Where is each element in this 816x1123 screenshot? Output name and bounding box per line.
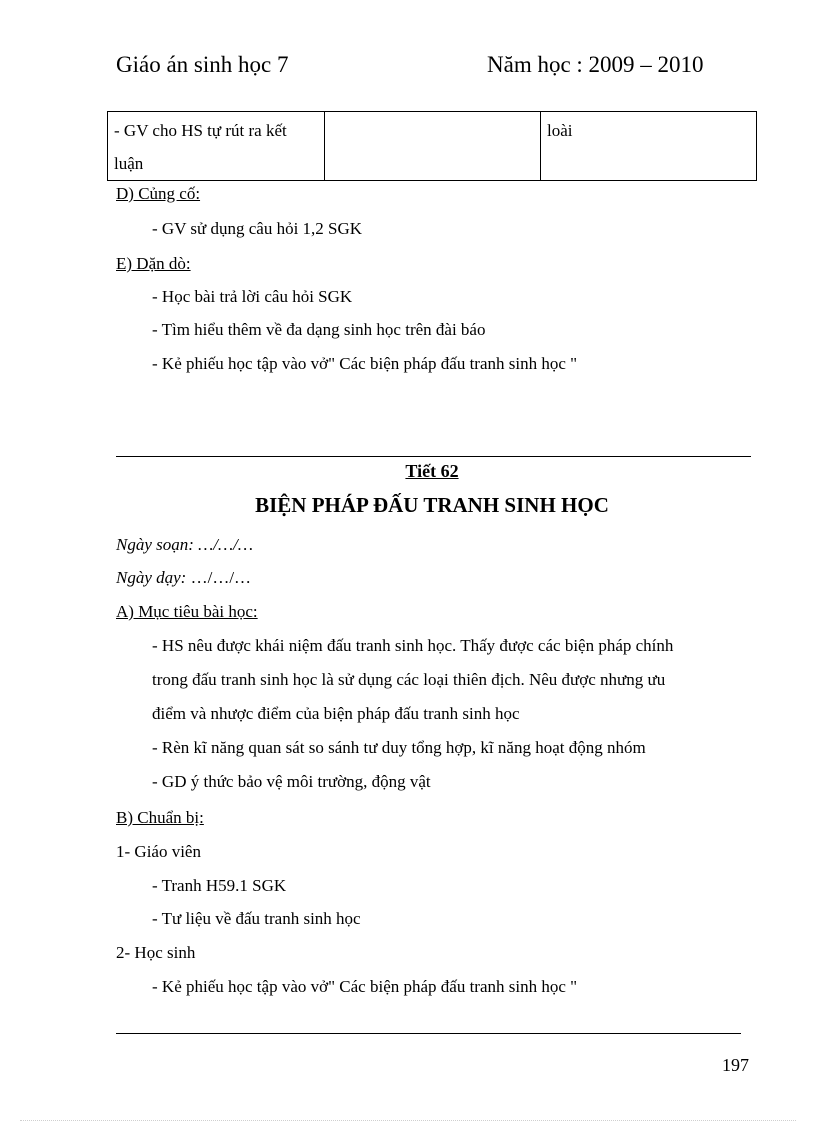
objective-line: - Rèn kĩ năng quan sát so sánh tư duy tổng hợp, kĩ năng hoạt động nhóm — [152, 738, 646, 757]
table-cell-student-activity — [325, 112, 541, 181]
header-school-year: Năm học : 2009 – 2010 — [487, 52, 704, 77]
objective-line: điểm và nhược điểm của biện pháp đấu tranh sinh học — [152, 704, 520, 723]
section-e-item: - Tìm hiểu thêm về đa dạng sinh học trên đài báo — [152, 320, 486, 339]
section-b-heading: B) Chuẩn bị: — [116, 808, 204, 827]
section-divider — [116, 456, 751, 457]
lesson-number: Tiết 62 — [405, 461, 459, 481]
header-subject: Giáo án sinh học 7 — [116, 52, 289, 77]
student-label: 2- Học sinh — [116, 943, 196, 962]
page-number: 197 — [722, 1055, 749, 1075]
student-item: - Kẻ phiếu học tập vào vở" Các biện pháp đấu tranh sinh học " — [152, 977, 578, 996]
prep-date: Ngày soạn: …/…/… — [116, 535, 253, 554]
objective-line: trong đấu tranh sinh học là sử dụng các loại thiên địch. Nêu được nhưng ưu — [152, 670, 666, 689]
teach-date — [116, 568, 251, 588]
section-a-heading: A) Mục tiêu bài học: — [116, 602, 258, 621]
table-cell-content: loài — [541, 112, 757, 181]
teacher-item: - Tư liệu về đấu tranh sinh học — [152, 909, 361, 928]
page-edge — [20, 1120, 796, 1121]
section-e-item: - Kẻ phiếu học tập vào vở" Các biện pháp đấu tranh sinh học " — [152, 354, 578, 373]
objective-line: - HS nêu được khái niệm đấu tranh sinh học. Thấy được các biện pháp chính — [152, 636, 674, 655]
section-d-item: - GV sử dụng câu hỏi 1,2 SGK — [152, 219, 363, 238]
activity-table-continuation — [107, 111, 757, 181]
objective-line: - GD ý thức bảo vệ môi trường, động vật — [152, 772, 431, 791]
table-row — [108, 112, 757, 181]
lesson-title: BIỆN PHÁP ĐẤU TRANH SINH HỌC — [255, 493, 609, 517]
section-d-heading: D) Củng cố: — [116, 184, 201, 203]
teach-date-value: …/…/… — [190, 568, 252, 587]
footer-divider — [116, 1033, 741, 1034]
section-e-item: - Học bài trả lời câu hỏi SGK — [152, 287, 353, 306]
teacher-item: - Tranh H59.1 SGK — [152, 876, 287, 895]
teacher-label: 1- Giáo viên — [116, 842, 201, 861]
table-cell-teacher-activity: - GV cho HS tự rút ra kết luận — [108, 112, 325, 181]
teach-date-label: Ngày dạy: — [116, 568, 191, 587]
section-e-heading: E) Dặn dò: — [116, 254, 191, 273]
